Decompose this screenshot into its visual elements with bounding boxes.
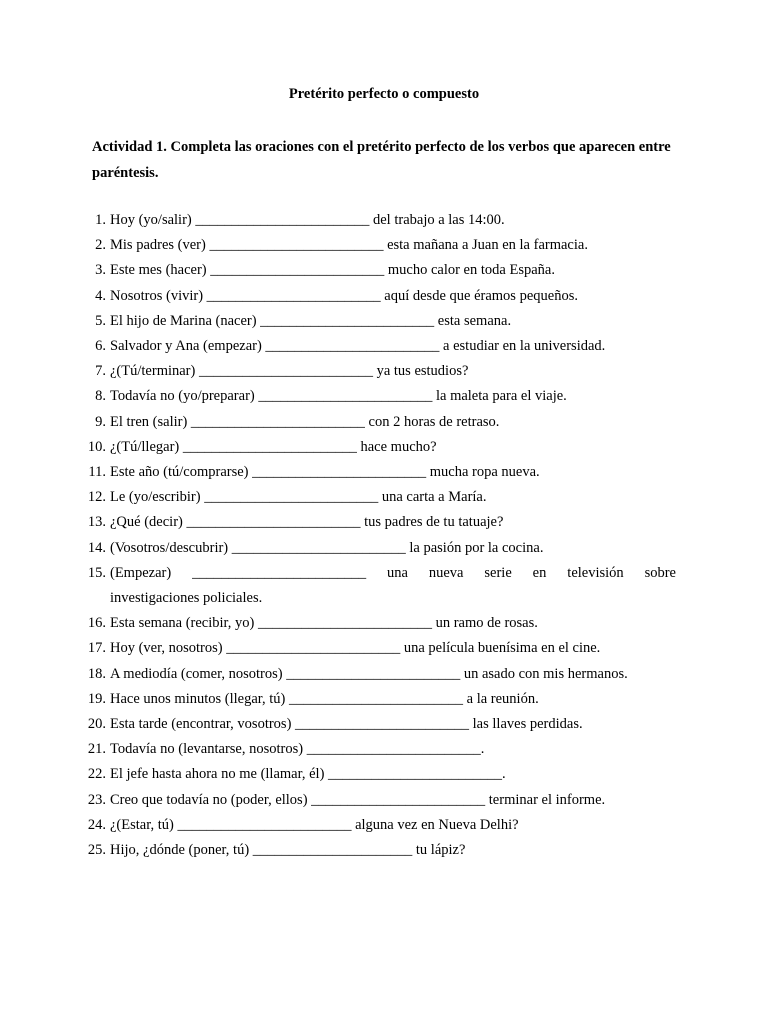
item-number: 24. <box>87 816 106 833</box>
item-sentence: Esta semana (recibir, yo) ________________________ un ramo de rosas. <box>110 615 538 632</box>
item-sentence: ¿(Estar, tú) ________________________ alguna vez en Nueva Delhi? <box>110 816 519 833</box>
item-number: 20. <box>87 716 106 733</box>
item-sentence: (Vosotros/descubrir) ________________________ la pasión por la cocina. <box>110 539 544 556</box>
exercise-item <box>80 762 676 787</box>
item-sentence: A mediodía (comer, nosotros) ________________________ un asado con mis hermanos. <box>110 665 628 682</box>
exercise-item <box>80 536 676 561</box>
exercise-item <box>80 611 676 636</box>
exercise-item <box>80 687 676 712</box>
item-sentence: Creo que todavía no (poder, ellos) ________________________ terminar el informe. <box>110 791 606 808</box>
item-sentence: El tren (salir) ________________________ con 2 horas de retraso. <box>110 413 500 430</box>
item-sentence: Salvador y Ana (empezar) ________________________ a estudiar en la universidad. <box>110 338 606 355</box>
item-sentence: Mis padres (ver) ________________________ esta mañana a Juan en la farmacia. <box>110 237 588 254</box>
page-title: Pretérito perfecto o compuesto <box>288 86 480 102</box>
item-number: 5. <box>95 312 106 329</box>
item-sentence: Esta tarde (encontrar, vosotros) ________________________ las llaves perdidas. <box>110 716 583 733</box>
item-sentence: ¿(Tú/terminar) ________________________ ya tus estudios? <box>110 363 469 380</box>
item-sentence: Hoy (ver, nosotros) ________________________ una película buenísima en el cine. <box>110 640 601 657</box>
exercise-item <box>80 485 676 510</box>
item-sentence: Le (yo/escribir) ________________________ una carta a María. <box>110 489 487 506</box>
exercise-item <box>80 233 676 258</box>
exercise-list <box>80 208 676 863</box>
exercise-item <box>80 384 676 409</box>
item-sentence: Nosotros (vivir) ________________________ aquí desde que éramos pequeños. <box>110 287 578 304</box>
item-sentence: El hijo de Marina (nacer) ________________________ esta semana. <box>110 312 512 329</box>
exercise-item <box>80 334 676 359</box>
item-sentence: Este año (tú/comprarse) ________________________ mucha ropa nueva. <box>110 464 540 481</box>
item-sentence: (Empezar) ________________________ una nueva serie en televisión sobre <box>110 564 676 581</box>
item-number: 25. <box>87 842 106 859</box>
item-number: 1. <box>95 212 106 228</box>
item-number: 13. <box>87 514 106 531</box>
exercise-item <box>80 662 676 687</box>
exercise-item <box>80 359 676 384</box>
item-number: 21. <box>87 741 106 758</box>
item-number: 17. <box>87 640 106 657</box>
item-number: 22. <box>87 766 106 783</box>
item-number: 11. <box>88 464 106 481</box>
exercise-item <box>80 460 676 485</box>
exercise-item <box>80 788 676 813</box>
item-number: 14. <box>87 539 106 556</box>
item-sentence: ¿(Tú/llegar) ________________________ hace mucho? <box>110 438 437 455</box>
item-sentence: Hijo, ¿dónde (poner, tú) ______________________ tu lápiz? <box>110 842 466 859</box>
item-number: 4. <box>95 287 106 304</box>
exercise-item <box>80 561 676 611</box>
item-number: 23. <box>87 791 106 808</box>
exercise-item <box>80 636 676 661</box>
exercise-item <box>80 510 676 535</box>
item-number: 12. <box>87 489 106 506</box>
item-sentence-continuation: investigaciones policiales. <box>110 590 263 607</box>
exercise-item <box>80 813 676 838</box>
item-number: 18. <box>87 665 106 682</box>
item-number: 6. <box>95 338 106 355</box>
exercise-item <box>80 284 676 309</box>
exercise-item <box>80 208 676 233</box>
item-number: 2. <box>95 237 106 254</box>
item-number: 7. <box>95 363 106 380</box>
exercise-item <box>80 712 676 737</box>
item-sentence: Hace unos minutos (llegar, tú) ________________________ a la reunión. <box>110 690 539 707</box>
exercise-item <box>80 410 676 435</box>
item-sentence: Todavía no (yo/preparar) ________________________ la maleta para el viaje. <box>110 388 567 405</box>
item-sentence: Hoy (yo/salir) ________________________ del trabajo a las 14:00. <box>110 212 505 228</box>
item-number: 10. <box>87 438 106 455</box>
item-number: 8. <box>95 388 106 405</box>
item-number: 15. <box>87 564 106 581</box>
exercise-item <box>80 258 676 283</box>
item-number: 16. <box>87 615 106 632</box>
item-number: 3. <box>95 262 106 279</box>
item-sentence: El jefe hasta ahora no me (llamar, él) ________________________. <box>110 766 506 783</box>
item-sentence: Todavía no (levantarse, nosotros) ________________________. <box>110 741 485 758</box>
exercise-item <box>80 737 676 762</box>
item-number: 9. <box>95 413 106 430</box>
item-sentence: ¿Qué (decir) ________________________ tus padres de tu tatuaje? <box>110 514 504 531</box>
activity-instruction: Actividad 1. Completa las oraciones con el pretérito perfecto de los verbos que aparecen entre paréntesis. <box>92 139 671 181</box>
exercise-item <box>80 435 676 460</box>
exercise-item <box>80 309 676 334</box>
exercise-item <box>80 838 676 863</box>
item-number: 19. <box>87 690 106 707</box>
item-sentence: Este mes (hacer) ________________________ mucho calor en toda España. <box>110 262 555 279</box>
